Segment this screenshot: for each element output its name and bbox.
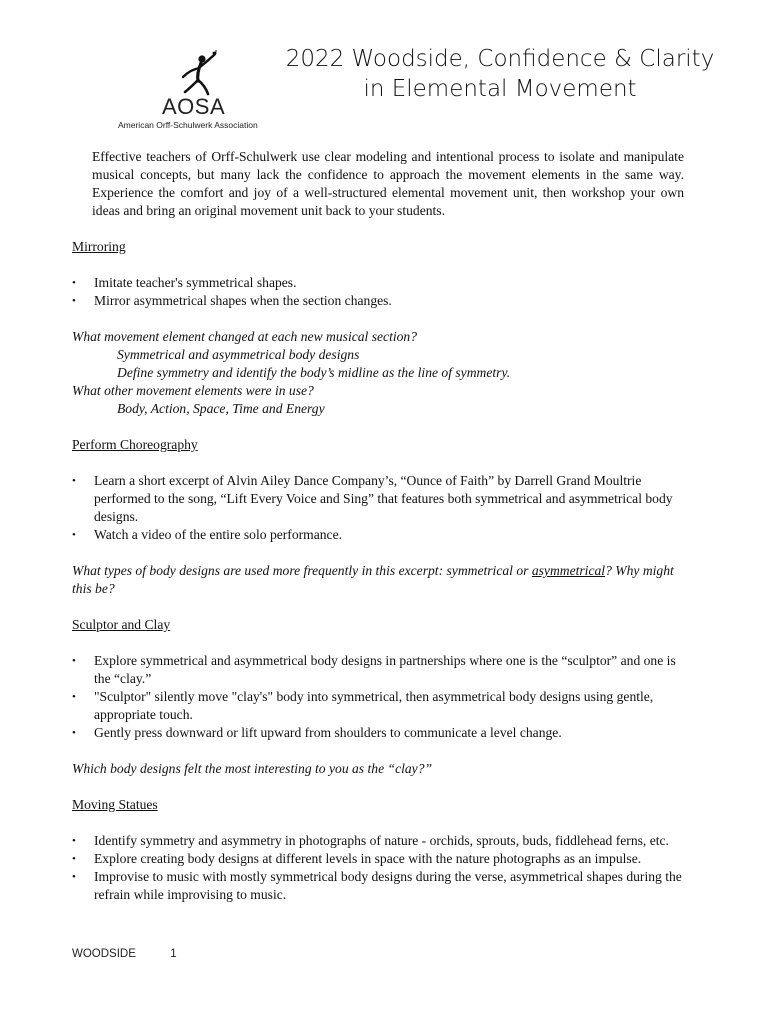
question-text: What movement element changed at each new musical section? [72,329,418,344]
choreography-list [72,472,684,544]
aosa-logo [118,48,268,134]
bullet-icon: • [72,853,76,865]
mirroring-list [72,274,684,310]
document-title [270,44,730,104]
title-line-2: in Elemental Movement [363,76,637,102]
footer-label: WOODSIDE [72,948,136,960]
page-number: 1 [170,948,177,960]
bullet-icon: • [72,691,76,703]
sculptor-list [72,652,684,742]
bullet-icon: • [72,529,76,541]
bullet-icon: • [72,277,76,289]
title-line-1: 2022 Woodside, Confidence & Clarity [285,46,715,72]
bullet-icon: • [72,295,76,307]
question-text: Which body designs felt the most interesting to you as the “clay?” [72,761,433,776]
answer-text: Define symmetry and identify the body’s midline as the line of symmetry. [117,365,511,380]
logo-name: AOSA [162,94,226,119]
bullet-icon: • [72,655,76,667]
list-item: • Imitate teacher's symmetrical shapes. [72,275,297,290]
list-item: • Watch a video of the entire solo performance. [72,527,343,542]
section-heading-statues: Moving Statues [72,797,158,812]
list-item: • Explore creating body designs at different levels in space with the nature photographs as an impulse. [72,851,642,866]
logo-subtitle: American Orff-Schulwerk Association [118,120,258,130]
section-heading-mirroring: Mirroring [72,239,126,254]
list-item: • "Sculptor" silently move "clay's" body into symmetrical, then asymmetrical body designs using gentle, appropriate touch. [72,689,654,722]
section-heading-choreography: Perform Choreography [72,437,198,452]
list-item: • Identify symmetry and asymmetry in photographs of nature - orchids, sprouts, buds, fiddlehead ferns, etc. [72,833,669,848]
answer-text: Body, Action, Space, Time and Energy [117,401,325,416]
document-body [72,148,684,904]
bullet-icon: • [72,475,76,487]
question-text: What other movement elements were in use? [72,383,314,398]
statues-list [72,832,684,904]
question-text: What types of body designs are used more frequently in this excerpt: symmetrical or asymmetrical? Why might this be? [72,563,674,596]
list-item: • Gently press downward or lift upward from shoulders to communicate a level change. [72,725,562,740]
bullet-icon: • [72,871,76,883]
list-item: • Explore symmetrical and asymmetrical body designs in partnerships where one is the “sculptor” and one is the “clay.” [72,653,676,686]
bullet-icon: • [72,835,76,847]
dancer-figure-icon [168,50,228,98]
page-footer [72,948,177,960]
list-item: • Mirror asymmetrical shapes when the section changes. [72,293,392,308]
list-item: • Learn a short excerpt of Alvin Ailey Dance Company’s, “Ounce of Faith” by Darrell Grand Moultrie performed to the song, “Lift Every Voice and Sing” that features both symmetrical and asymmetrical body designs. [72,473,673,524]
intro-paragraph: Effective teachers of Orff-Schulwerk use clear modeling and intentional process to isolate and manipulate musical concepts, but many lack the confidence to approach the movement elements in the same way. Experience the comfort and joy of a well-structured elemental movement unit, then workshop your own ideas and bring an original movement unit back to your students. [92,149,684,218]
answer-text: Symmetrical and asymmetrical body designs [117,347,360,362]
list-item: • Improvise to music with mostly symmetrical body designs during the verse, asymmetrical shapes during the refrain while improvising to music. [72,869,682,902]
bullet-icon: • [72,727,76,739]
section-heading-sculptor: Sculptor and Clay [72,617,171,632]
